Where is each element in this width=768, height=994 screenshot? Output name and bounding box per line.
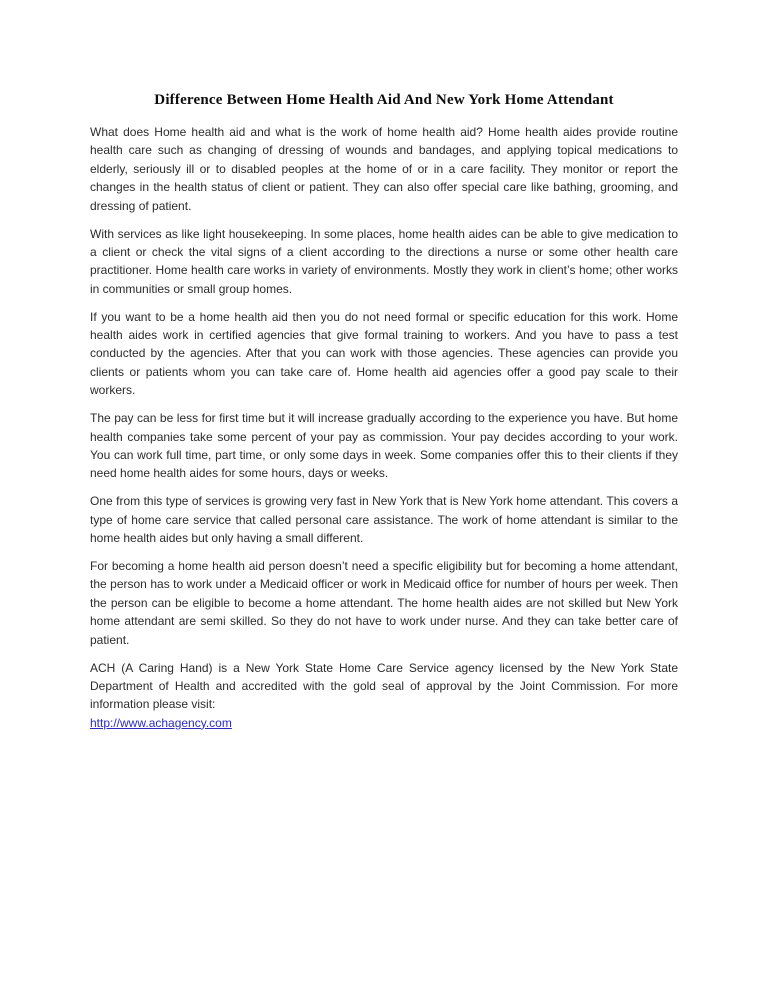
- paragraph-education: If you want to be a home health aid then you do not need formal or specific education for this work. Home health aides work in certified agencies that give formal training to workers. And you have to pass a test conducted by the agencies. After that you can work with those agencies. These agencies can provide you clients or patients whom you can take care of. Home health aid agencies offer a good pay scale to their workers.: [90, 309, 678, 398]
- document-title: Difference Between Home Health Aid And New York Home Attendant: [154, 92, 614, 108]
- paragraph-intro: What does Home health aid and what is the work of home health aid? Home health aides provide routine health care such as changing of dressing of wounds and bandages, and applying topical medications to elderly, seriously ill or to disabled peoples at the home of or in a care facility. They monitor or report the changes in the health status of client or patient. They can also offer special care like bathing, grooming, and dressing of patient.: [90, 125, 678, 213]
- paragraph-eligibility: For becoming a home health aid person doesn’t need a specific eligibility but for becoming a home attendant, the person has to work under a Medicaid officer or work in Medicaid office for number of hours per week. Then the person can be eligible to become a home attendant. The home health aides are not skilled but New York home attendant are semi skilled. So they do not have to work under nurse. And they can take better care of patient.: [90, 559, 678, 647]
- paragraph-new-york: One from this type of services is growing very fast in New York that is New York home attendant. This covers a type of home care service that called personal care assistance. The work of home attendant is similar to the home health aides but only having a small different.: [90, 494, 678, 546]
- paragraph-closing: [90, 659, 678, 733]
- agency-link[interactable]: http://www.achagency.com: [90, 715, 232, 730]
- document-body: [90, 123, 678, 732]
- closing-text: ACH (A Caring Hand) is a New York State Home Care Service agency licensed by the New York State Department of Health and accredited with the gold seal of approval by the Joint Commission. For more information please visit:: [90, 660, 678, 712]
- paragraph-services: With services as like light housekeeping. In some places, home health aides can be able to give medication to a client or check the vital signs of a client according to the directions a nurse or some other health care practitioner. Home health care works in variety of environments. Mostly they work in client’s home; other works in communities or small group homes.: [90, 226, 678, 296]
- paragraph-pay: The pay can be less for first time but it will increase gradually according to the experience you have. But home health companies take some percent of your pay as commission. Your pay decides according to your work. You can work full time, part time, or only some days in week. Some companies offer this to their clients if they need home health aides for some hours, days or weeks.: [90, 411, 678, 481]
